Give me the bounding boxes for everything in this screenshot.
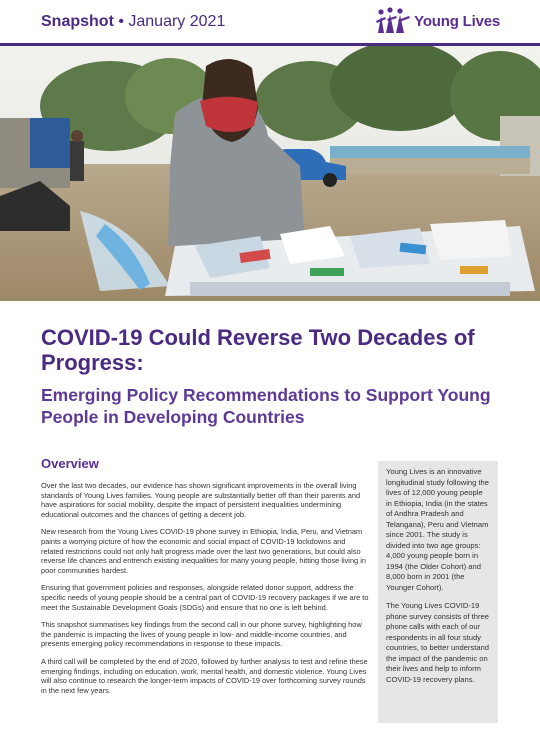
overview-heading: Overview (41, 456, 99, 471)
overview-paragraph: This snapshot summarises key findings from the second call in our phone survey, highlighting how the pandemic is impacting the lives of young people in low- and middle-income countries, and presents emerging policy recommendations in response to these impacts. (41, 620, 362, 649)
people-icon (376, 7, 410, 35)
document-subtitle: Emerging Policy Recommendations to Support Young People in Developing Countries (41, 385, 491, 427)
snapshot-label (41, 13, 225, 31)
overview-paragraph: A third call will be completed by the end of 2020, followed by further analysis to test and refine these emerging findings, including on education, work, mental health, and domestic violence. Young Lives will also continue to research the longer-term impacts of COVID-19 over forthcoming survey rounds in the next few years. (41, 656, 368, 695)
sidebar-paragraph: The Young Lives COVID-19 phone survey consists of three phone calls with each of our respondents in all four study countries, to better understand the impact of the pandemic on their lives and help to inform COVID-19 recovery plans. (386, 601, 490, 684)
about-sidebar (378, 461, 498, 723)
overview-paragraph: Ensuring that government policies and responses, alongside related donor support, address the specific needs of young people should be a central part of COVID-19 recovery packages if we are to meet the Sustainable Development Goals (SDGs) and ensure that no one is left behind. (41, 583, 369, 612)
page-header (0, 0, 540, 42)
young-lives-logo (376, 6, 500, 36)
overview-paragraph: Over the last two decades, our evidence has shown significant improvements in the overall living standards of Young Lives families. Young people are substantially better off than their parents and have aspirations for social mobility, despite the impact of persistent inequalities undermining educational outcomes and the chances of getting a decent job. (41, 481, 361, 519)
snapshot-date: • January 2021 (113, 13, 226, 30)
overview-body (41, 481, 369, 703)
sidebar-paragraph: Young Lives is an innovative longitudinal study following the lives of 12,000 young people in Ethiopia, India (in the states of Andhra Pradesh and Telangana), Peru and Vietnam since 2001. The study is divided into two age groups: 4,000 young people born in 1994 (the Older Cohort) and 8,000 born in 2001 (the Younger Cohort). (386, 467, 490, 592)
cover-photo (0, 46, 540, 301)
overview-paragraph: New research from the Young Lives COVID-19 phone survey in Ethiopia, India, Peru, and Vietnam paints a worrying picture of how the economic and social impact of COVID-19 lockdowns and related restrictions could not only halt progress made over the last two generations, but could also reverse life chances and entrench existing inequalities for many young people, hitting those living in poor communities hardest. (41, 527, 366, 575)
document-title: COVID-19 Could Reverse Two Decades of Progress: (41, 325, 475, 375)
snapshot-word: Snapshot (41, 13, 114, 30)
logo-text: Young Lives (414, 12, 500, 30)
